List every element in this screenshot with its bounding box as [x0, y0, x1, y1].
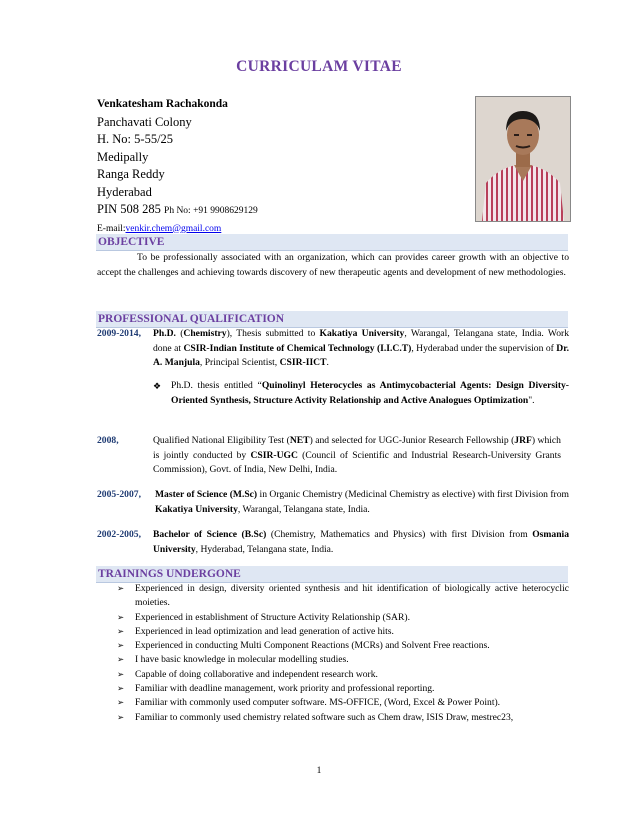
list-item: ➢ Familiar with deadline management, work priority and professional reporting.	[97, 682, 569, 696]
section-heading-objective: OBJECTIVE	[96, 234, 568, 251]
arrow-bullet-icon: ➢	[117, 698, 125, 709]
thesis-text: Ph.D. thesis entitled “Quinolinyl Heterocycles as Antimycobacterial Agents: Design Diversity-Oriented Synthesis, Structure Activity Relationship and Active Analogues Optimization".	[171, 380, 570, 406]
year-label: 2008,	[97, 435, 119, 446]
profile-photo	[475, 96, 571, 222]
address-line: Hyderabad	[97, 184, 152, 199]
list-item: ➢ Familiar to commonly used chemistry related software such as Chem draw, ISIS Draw, mestrec23,	[97, 711, 569, 725]
qualification-bsc	[97, 528, 569, 558]
arrow-bullet-icon: ➢	[117, 612, 125, 623]
section-heading-qualification: PROFESSIONAL QUALIFICATION	[96, 311, 568, 328]
arrow-bullet-icon: ➢	[117, 684, 125, 695]
objective-text: To be professionally associated with an organization, which can provides career growth with an objective to accept the challenges and achieving towards discovery of new therapeutic agents and development of new methodologies.	[97, 252, 569, 278]
list-item: ➢ Experienced in design, diversity oriented synthesis and hit identification of biologically active heterocyclic moieties.	[117, 583, 569, 609]
page-number: 1	[316, 766, 322, 776]
year-label: 2002-2005,	[97, 529, 141, 540]
phone-number: Ph No: +91 9908629129	[164, 206, 258, 216]
candidate-name: Venkatesham Rachakonda	[97, 98, 228, 110]
section-heading-trainings: TRAININGS UNDERGONE	[96, 566, 568, 583]
qualification-msc-text: Master of Science (M.Sc) in Organic Chemistry (Medicinal Chemistry as elective) with first Division from Kakatiya University, Warangal, Telangana state, India.	[155, 489, 570, 515]
list-item: ➢ Experienced in conducting Multi Component Reactions (MCRs) and Solvent Free reactions.	[97, 639, 569, 653]
trainings-list	[97, 582, 569, 725]
arrow-bullet-icon: ➢	[117, 626, 125, 637]
list-item: ➢ Experienced in lead optimization and lead generation of active hits.	[97, 625, 569, 639]
qualification-phd-text: Ph.D. (Chemistry), Thesis submitted to Kakatiya University, Warangal, Telangana state, India. Work done at CSIR-Indian Institute of Chemical Technology (I.I.C.T), Hyderabad under the supervision of Dr. A. Manjula, Principal Scientist, CSIR-IICT.	[153, 328, 569, 368]
list-item: ➢ Familiar with commonly used computer software. MS-OFFICE, (Word, Excel & Power Point).	[97, 696, 569, 710]
qualification-phd	[97, 327, 569, 371]
address-line: H. No: 5-55/25	[97, 132, 174, 146]
arrow-bullet-icon: ➢	[117, 655, 125, 666]
email-label: E-mail:	[97, 223, 126, 234]
address-line: Ranga Reddy	[97, 167, 165, 181]
list-item: ➢ Experienced in establishment of Structure Activity Relationship (SAR).	[97, 611, 569, 625]
address-line: Medipally	[97, 149, 149, 164]
contact-block	[97, 96, 258, 238]
list-item: ➢ Capable of doing collaborative and independent research work.	[97, 668, 569, 682]
arrow-bullet-icon: ➢	[117, 669, 125, 680]
address-line: Panchavati Colony	[97, 114, 192, 129]
document-title: CURRICULAM VITAE	[236, 58, 402, 75]
diamond-bullet-icon: ❖	[153, 381, 162, 391]
qualification-net	[97, 434, 569, 478]
portrait-image	[476, 97, 570, 221]
arrow-bullet-icon: ➢	[117, 584, 125, 594]
pin-code: PIN 508 285	[97, 202, 161, 216]
email-link[interactable]: venkir.chem@gmail.com	[125, 223, 222, 234]
pin-phone-line	[97, 201, 258, 221]
qualification-msc	[97, 488, 569, 518]
year-label: 2005-2007,	[97, 489, 141, 500]
qualification-net-text: Qualified National Eligibility Test (NET) and selected for UGC-Junior Research Fellowship (JRF) which is jointly conducted by CSIR-UGC (Council of Scientific and Industrial Research-University Grants Commission), Govt. of India, New Delhi, India.	[153, 435, 561, 475]
qualification-bsc-text: Bachelor of Science (B.Sc) (Chemistry, Mathematics and Physics) with first Division from Osmania University, Hyderabad, Telangana state, India.	[153, 529, 570, 555]
thesis-item	[97, 379, 569, 423]
arrow-bullet-icon: ➢	[117, 712, 125, 723]
year-label: 2009-2014,	[97, 328, 141, 339]
arrow-bullet-icon: ➢	[117, 641, 125, 652]
list-item: ➢ I have basic knowledge in molecular modelling studies.	[97, 653, 569, 667]
